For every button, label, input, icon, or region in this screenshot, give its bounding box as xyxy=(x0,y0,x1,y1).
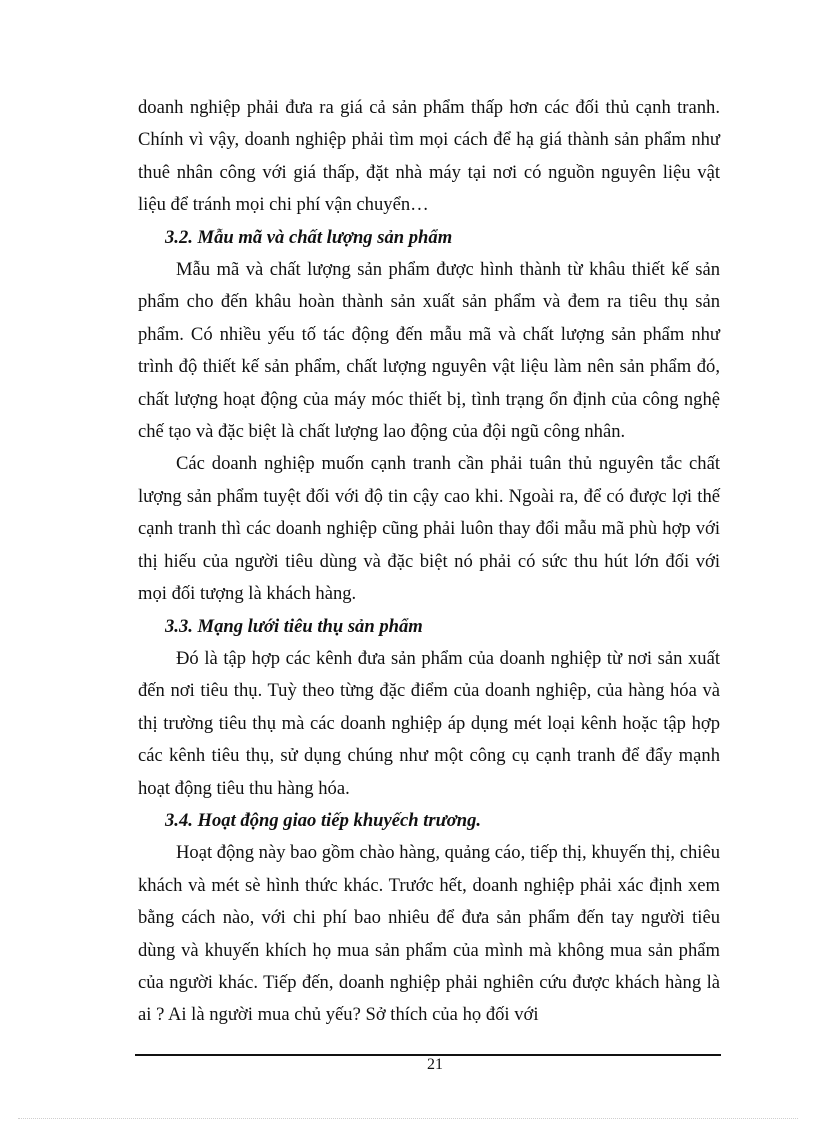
page-number: 21 xyxy=(427,1056,443,1073)
paragraph-3: Các doanh nghiệp muốn cạnh tranh cần phải tuân thủ nguyên tắc chất lượng sản phẩm tuyệt đối với độ tin cậy cao khi. Ngoài ra, để có được lợi thế cạnh tranh thì các doanh nghiệp cũng phải luôn thay đổi mẫu mã phù hợp với thị hiếu của người tiêu dùng và đặc biệt nó phải có sức thu hút lớn đối với mọi đối tượng là khách hàng. xyxy=(138,453,720,605)
paragraph-1: doanh nghiệp phải đưa ra giá cả sản phẩm thấp hơn các đối thủ cạnh tranh. Chính vì vậy, doanh nghiệp phải tìm mọi cách để hạ giá thành sản phẩm như thuê nhân công với giá thấp, đặt nhà máy tại nơi có nguồn nguyên liệu vật liệu để tránh mọi chi phí vận chuyển… xyxy=(138,97,720,216)
heading-3-2: 3.2. Mẫu mã và chất lượng sản phẩm xyxy=(165,226,453,248)
heading-3-3: 3.3. Mạng lưới tiêu thụ sản phẩm xyxy=(165,615,423,637)
page-bottom-border xyxy=(18,1118,798,1119)
heading-3-4: 3.4. Hoạt động giao tiếp khuyếch trương. xyxy=(165,809,482,831)
body-text xyxy=(138,92,720,1032)
paragraph-2: Mẫu mã và chất lượng sản phẩm được hình thành từ khâu thiết kế sản phẩm cho đến khâu hoàn thành sản xuất sản phẩm và đem ra tiêu thụ sản phẩm. Có nhiều yếu tố tác động đến mẫu mã và chất lượng sản phẩm như trình độ thiết kế sản phẩm, chất lượng nguyên vật liệu làm nên sản phẩm đó, chất lượng hoạt động của máy móc thiết bị, tình trạng ổn định của công nghệ chế tạo và đặc biệt là chất lượng lao động của đội ngũ công nhân. xyxy=(138,259,720,443)
paragraph-4: Đó là tập hợp các kênh đưa sản phẩm của doanh nghiệp từ nơi sản xuất đến nơi tiêu thụ. Tuỳ theo từng đặc điểm của doanh nghiệp, của hàng hóa và thị trường tiêu thụ mà các doanh nghiệp áp dụng mét loại kênh hoặc tập hợp các kênh tiêu thụ, sử dụng chúng như một công cụ cạnh tranh để đẩy mạnh hoạt động tiêu thu hàng hóa. xyxy=(138,647,720,799)
paragraph-5: Hoạt động này bao gồm chào hàng, quảng cáo, tiếp thị, khuyến thị, chiêu khách và mét sè hình thức khác. Trước hết, doanh nghiệp phải xác định xem bằng cách nào, với chi phí bao nhiêu để đưa sản phẩm đến tay người tiêu dùng và khuyến khích họ mua sản phẩm của mình mà không mua sản phẩm của người khác. Tiếp đến, doanh nghiệp phải nghiên cứu được khách hàng là ai ? Ai là người mua chủ yếu? Sở thích của họ đối với xyxy=(138,842,720,1026)
